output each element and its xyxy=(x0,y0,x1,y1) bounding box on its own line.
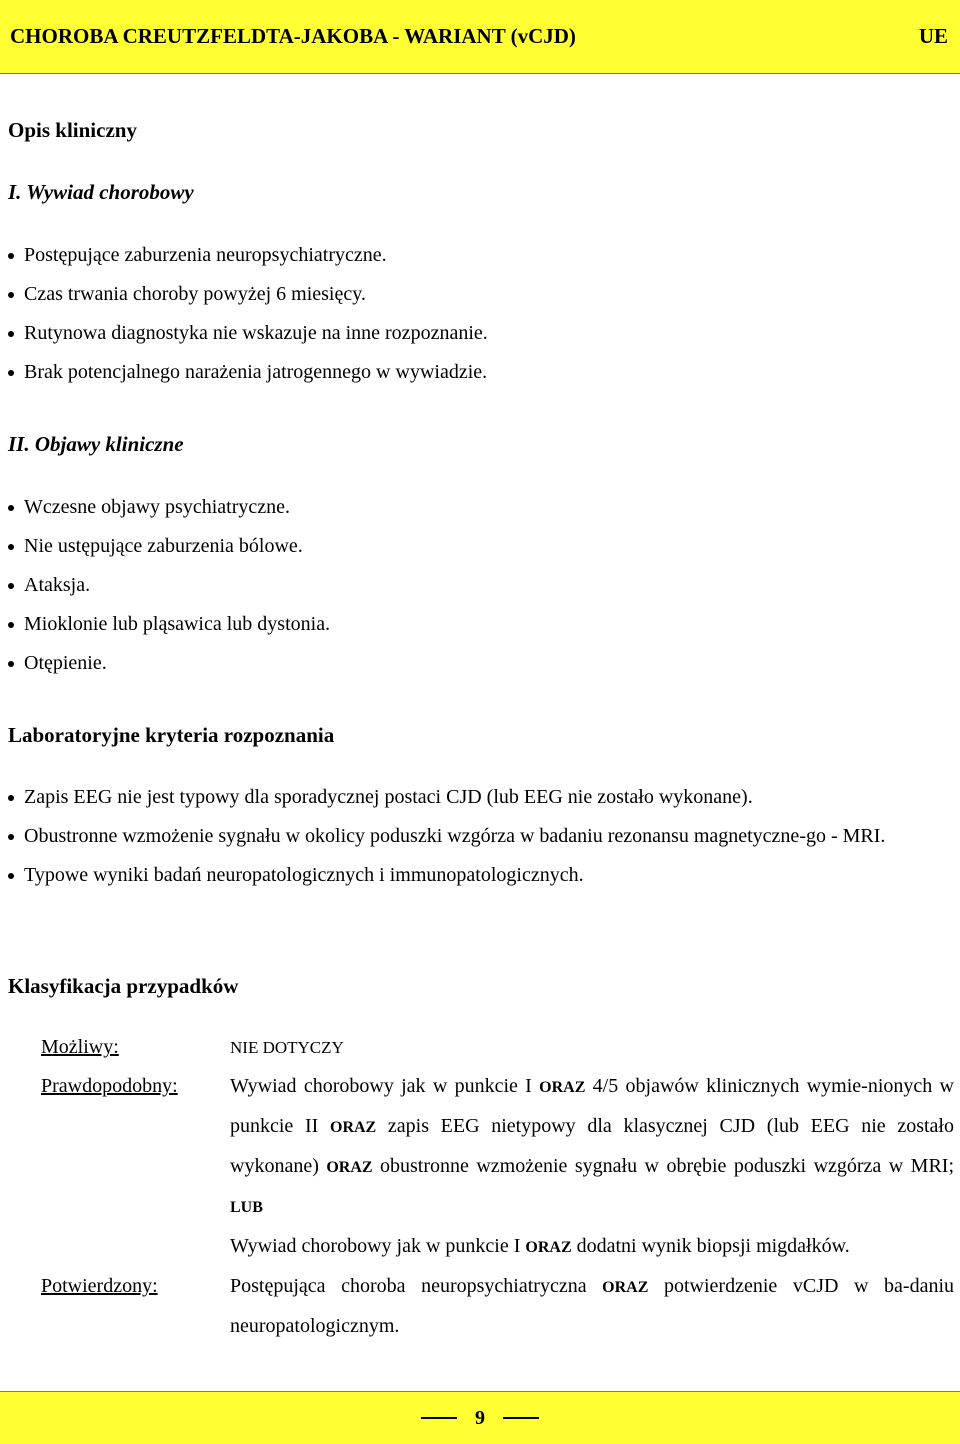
text-segment: Postępująca choroba neuropsychiatryczna xyxy=(230,1275,603,1297)
page-header xyxy=(0,0,960,74)
page-number: 9 xyxy=(475,1406,485,1429)
list-item: Czas trwania choroby powyżej 6 miesięcy. xyxy=(0,275,488,314)
classification-heading: Klasyfikacja przypadków xyxy=(8,974,239,998)
list-item: Wczesne objawy psychiatryczne. xyxy=(0,488,330,527)
lab-criteria-list xyxy=(0,778,950,895)
list-item: Mioklonie lub pląsawica lub dystonia. xyxy=(0,605,330,644)
classification-confirmed xyxy=(0,1267,960,1346)
probable-label: Prawdopodobny: xyxy=(41,1075,178,1097)
possible-text: NIE DOTYCZY xyxy=(230,1038,344,1057)
confirmed-label: Potwierdzony: xyxy=(41,1275,158,1297)
list-item: Otępienie. xyxy=(0,644,330,683)
list-item: Postępujące zaburzenia neuropsychiatryczne. xyxy=(0,236,488,275)
keyword-or: LUB xyxy=(230,1199,263,1216)
classification-probable xyxy=(0,1067,960,1267)
list-item: Zapis EEG nie jest typowy dla sporadycznej postaci CJD (lub EEG nie zostało wykonane). xyxy=(0,778,950,817)
text-segment: dodatni wynik biopsji migdałków. xyxy=(571,1235,850,1257)
list-item: Nie ustępujące zaburzenia bólowe. xyxy=(0,527,330,566)
classification-possible xyxy=(0,1028,960,1067)
text-segment: 4/5 objawów klinicznych wymie-nionych w punkcie II xyxy=(230,1075,954,1137)
document-title: CHOROBA CREUTZFELDTA-JAKOBA - WARIANT (vCJD) xyxy=(10,24,576,48)
symptoms-list xyxy=(0,488,330,683)
lab-criteria-heading: Laboratoryjne kryteria rozpoznania xyxy=(8,723,335,747)
text-segment: potwierdzenie vCJD w ba-daniu neuropatologicznym. xyxy=(230,1275,954,1337)
list-item: Ataksja. xyxy=(0,566,330,605)
possible-label: Możliwy: xyxy=(41,1036,119,1058)
history-list xyxy=(0,236,488,392)
list-item: Rutynowa diagnostyka nie wskazuje na inne rozpoznanie. xyxy=(0,314,488,353)
list-item: Obustronne wzmożenie sygnału w okolicy poduszki wzgórza w badaniu rezonansu magnetyczne-go - MRI. xyxy=(0,817,950,856)
keyword-and: ORAZ xyxy=(525,1239,572,1256)
text-segment: zapis EEG nietypowy dla klasycznej CJD (lub EEG nie zostało wykonane) xyxy=(230,1115,954,1177)
footer-dash xyxy=(503,1417,539,1419)
country-code: UE xyxy=(918,24,948,48)
list-item: Brak potencjalnego narażenia jatrogennego w wywiadzie. xyxy=(0,353,488,392)
keyword-and: ORAZ xyxy=(326,1159,373,1176)
footer-dash xyxy=(421,1417,457,1419)
keyword-and: ORAZ xyxy=(330,1119,377,1136)
symptoms-heading: II. Objawy kliniczne xyxy=(8,432,184,456)
classification-table xyxy=(0,1028,960,1346)
page-footer xyxy=(0,1391,960,1444)
history-heading: I. Wywiad chorobowy xyxy=(8,180,194,204)
clinical-description-heading: Opis kliniczny xyxy=(8,118,137,142)
text-segment: Wywiad chorobowy jak w punkcie I xyxy=(230,1075,540,1097)
keyword-and: ORAZ xyxy=(539,1079,586,1096)
list-item: Typowe wyniki badań neuropatologicznych i immunopatologicznych. xyxy=(0,856,950,895)
probable-text xyxy=(230,1067,954,1267)
text-segment: Wywiad chorobowy jak w punkcie I xyxy=(230,1235,526,1257)
keyword-and: ORAZ xyxy=(602,1279,649,1296)
confirmed-text xyxy=(230,1267,954,1346)
text-segment: obustronne wzmożenie sygnału w obrębie poduszki wzgórza w MRI; xyxy=(372,1155,955,1177)
